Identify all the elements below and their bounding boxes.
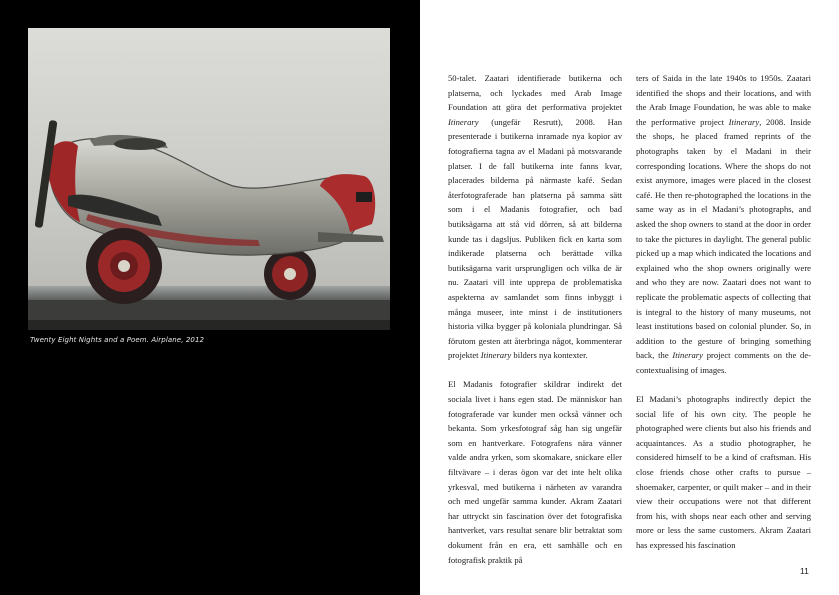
swedish-text-column (448, 71, 622, 567)
english-paragraph-1: ters of Saida in the late 1940s to 1950s. Zaatari identified the shops and their locations, and with the Arab Image Foundation, he was able to make the performative project Itinerary, 2008. Inside the shops, he placed framed reprints of the photographs taken by el Madani in their corresponding locations. Where the shops do not exist anymore, images were placed in the closest café. He then re-photographed the locations in the same way as in el Madani’s photographs, and asked the shop owners to stand at the door in order to take the pictures in daylight. The general public picked up a map which indicated the locations and explained who the shop owners originally were and who they are now. Zaatari does not want to replicate the problematic aspects of collecting that is integral to the history of many museums, not least institutions based on colonial plunder. So, in addition to the gesture of bringing something back, the Itinerary project comments on the de-contextualising of images. (636, 73, 811, 375)
swedish-paragraph-2: El Madanis fotografier skildrar indirekt det sociala livet i hans egen stad. De människor han fotograferade var kunder men också vänner och bekanta. Som yrkesfotograf såg han sig ungefär som en hantverkare. Fotografens nära vänner valde andra yrken, som skomakare, snickare eller filtvävare – i deras ögon var det inte helt olika yrkesval, med butikerna i närheten av varandra och med ungefär samma kunder. Akram Zaatari har uttryckt sin fascination över det fotografiska hantverket, vars resultat senare blir betraktat som dokument från en era, ett samhälle och en fotografisk praktik på (448, 379, 622, 565)
english-text-column (636, 71, 811, 553)
figure-caption: Twenty Eight Nights and a Poem. Airplane, 2012 (30, 336, 205, 344)
page-number: 11 (800, 566, 809, 576)
english-paragraph-2: El Madani’s photographs indirectly depict the social life of his own city. The people he photographed were clients but also his friends and acquaintances. As a studio photographer, he considered himself to be a kind of craftsman. His close friends chose other crafts to pursue – shoemaker, carpenter, or quilt maker – and in their view their occupations were not that different from his, with shops near each other and serving more or less the same customers. Akram Zaatari has expressed his fascination (636, 394, 811, 550)
swedish-paragraph-1: 50-talet. Zaatari identifierade butikerna och platserna, och lyckades med Arab Image Foundation att göra det performativa projektet Itinerary (ungefär Resrutt), 2008. Han presenterade i butikerna inramade nya kopior av fotografierna tagna av el Madani på motsvarande platser. I de fall butikerna inte fanns kvar, placerades bilderna på närmaste kafé. Sedan återfotograferade han platserna på samma sätt som i el Madanis fotografier, och bad butiksägarna att stå vid dörren, så att bilderna kunde tas i dagsljus. Publiken fick en karta som indikerade platserna och berättade vilka butiksägarna varit ursprungligen och vilka de är nu. Zaatari vill inte upprepa de problematiska aspekterna av samlandet som finns inbyggt i många museer, inte minst i de institutioners historia vilka bygger på koloniala plundringar. Så förutom gesten att återbringa något, kommenterar projektet Itinerary bilders nya kontexter. (448, 73, 622, 361)
airplane-photograph (28, 28, 390, 330)
